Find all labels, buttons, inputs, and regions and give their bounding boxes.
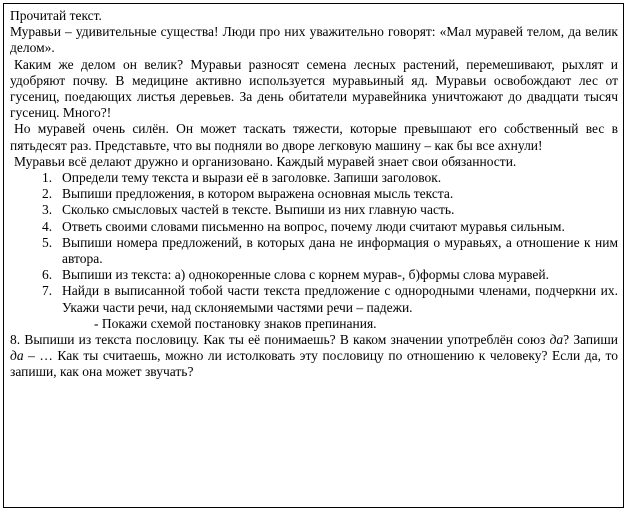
document-heading: Прочитай текст. <box>10 8 102 23</box>
paragraph-4: Муравьи всё делают дружно и организовано. Каждый муравей знает свои обязанности. <box>14 153 517 169</box>
task-number: 6. <box>42 267 53 283</box>
task-number: 5. <box>42 234 53 250</box>
paragraph-3: Но муравей очень силён. Он может таскать тяжести, которые превышают его собственный вес в пятьдесят раз. Представьте, что вы подняли во дворе легковую машину – как бы все ахнули! <box>10 121 618 153</box>
paragraph-2: Каким же делом он велик? Муравьи разносят семена лесных растений, перемешивают, рыхлят и удобряют почву. В медицине активно используется муравьиный яд. Муравьи освобождают лес от гусениц, поедающих листья деревьев. За день обитатели муравейника уничтожают до двадцати тысяч гусениц. Много?! <box>10 56 618 121</box>
task-number: 1. <box>42 170 53 186</box>
task-list <box>10 170 618 316</box>
task-item <box>42 186 618 202</box>
task-8-word-da: да <box>549 332 564 348</box>
task-7-subitem: - Покажи схемой постановку знаков препинания. <box>94 315 377 331</box>
task-text: Найди в выписанной тобой части текста предложение с однородными членами, подчеркни их. Укажи части речи, над склоняемыми частями речи – падежи. <box>62 283 618 315</box>
task-number: 4. <box>42 218 53 234</box>
task-text: Сколько смысловых частей в тексте. Выпиши из них главную часть. <box>62 202 455 218</box>
task-text: Выпиши номера предложений, в которых дана не информация о муравьях, а отношение к ним автора. <box>62 234 618 267</box>
task-text: Ответь своими словами письменно на вопрос, почему люди считают муравья сильным. <box>62 218 565 234</box>
paragraph-1: Муравьи – удивительные существа! Люди про них уважительно говорят: «Мал муравей телом, да велик делом». <box>10 24 618 56</box>
task-8-word-da-2: да <box>10 348 24 364</box>
task-8 <box>10 332 618 381</box>
task-item <box>42 283 618 315</box>
task-item <box>42 267 618 283</box>
task-8-text-part3: – … Как ты считаешь, можно ли истолковать эту пословицу по отношению к человеку? Если да, то запиши, как она может звучать? <box>10 348 618 380</box>
task-item <box>42 202 618 218</box>
text-document <box>3 3 624 508</box>
task-number: 7. <box>42 283 53 299</box>
task-item <box>42 234 618 267</box>
task-number: 2. <box>42 186 53 202</box>
task-item <box>42 170 618 186</box>
task-number: 3. <box>42 202 53 218</box>
task-text: Выпиши из текста: а) однокоренные слова с корнем мурав-, б)формы слова муравей. <box>62 267 549 283</box>
task-text: Выпиши предложения, в котором выражена основная мысль текста. <box>62 186 454 202</box>
task-text: Определи тему текста и вырази её в заголовке. Запиши заголовок. <box>62 170 442 186</box>
task-item <box>42 218 618 235</box>
task-8-text-part2: ? Запиши <box>563 332 618 348</box>
task-8-text-part1: 8. Выпиши из текста пословицу. Как ты её понимаешь? В каком значении употреблён союз <box>10 332 550 348</box>
